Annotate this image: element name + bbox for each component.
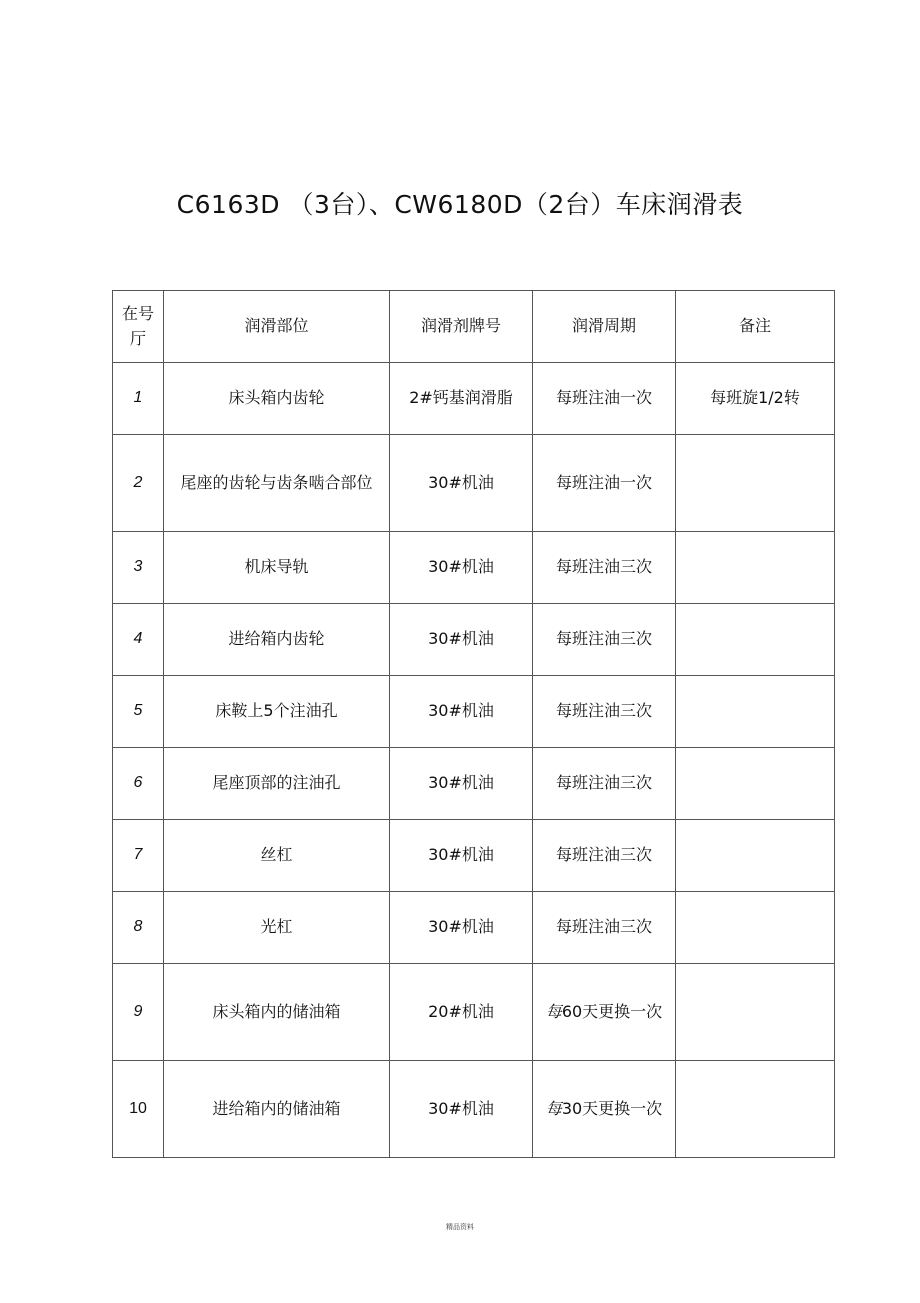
row-number: 4 — [113, 604, 164, 676]
lubricant-grade: 30#机油 — [390, 604, 533, 676]
cycle-text: 每班注油一次 — [555, 388, 652, 408]
table-row — [113, 604, 835, 676]
cycle-text: 每班注油三次 — [555, 917, 652, 937]
lubrication-part: 床头箱内齿轮 — [164, 363, 390, 435]
cycle-text: 60天更换一次 — [561, 1001, 663, 1021]
table-row — [113, 892, 835, 964]
footer-text: 精品资料 — [446, 1223, 474, 1231]
lubrication-table — [112, 290, 835, 1158]
row-number: 10 — [113, 1061, 164, 1158]
lubrication-part: 尾座顶部的注油孔 — [164, 748, 390, 820]
lubrication-part: 光杠 — [164, 892, 390, 964]
row-number: 2 — [113, 435, 164, 532]
header-lubricant: 润滑剂牌号 — [390, 291, 533, 363]
cycle-prefix: 每 — [545, 1001, 562, 1021]
lubrication-part: 床头箱内的储油箱 — [164, 964, 390, 1061]
note — [676, 676, 835, 748]
note — [676, 892, 835, 964]
table-header-row — [113, 291, 835, 363]
cycle-prefix: 每 — [545, 1098, 562, 1118]
note: 每班旋1/2转 — [676, 363, 835, 435]
header-cycle: 润滑周期 — [533, 291, 676, 363]
table-row — [113, 532, 835, 604]
row-number: 6 — [113, 748, 164, 820]
lubrication-cycle — [533, 676, 676, 748]
note — [676, 748, 835, 820]
note — [676, 964, 835, 1061]
note — [676, 1061, 835, 1158]
lubrication-cycle — [533, 363, 676, 435]
lubrication-part: 进给箱内的储油箱 — [164, 1061, 390, 1158]
lubricant-grade: 30#机油 — [390, 892, 533, 964]
lubrication-cycle — [533, 964, 676, 1061]
note — [676, 604, 835, 676]
lubrication-part: 丝杠 — [164, 820, 390, 892]
cycle-text: 每班注油一次 — [555, 472, 652, 492]
lubricant-grade: 30#机油 — [390, 532, 533, 604]
row-number: 3 — [113, 532, 164, 604]
cycle-text: 每班注油三次 — [555, 701, 652, 721]
cycle-text: 每班注油三次 — [555, 629, 652, 649]
table-row — [113, 820, 835, 892]
cycle-text: 每班注油三次 — [555, 773, 652, 793]
lubrication-cycle — [533, 604, 676, 676]
table-row — [113, 1061, 835, 1158]
lubrication-part: 床鞍上5个注油孔 — [164, 676, 390, 748]
note — [676, 435, 835, 532]
table-row — [113, 435, 835, 532]
header-index: 在号 厅 — [113, 291, 164, 363]
lubrication-cycle — [533, 820, 676, 892]
cycle-text: 每班注油三次 — [555, 557, 652, 577]
table-row — [113, 676, 835, 748]
lubrication-part: 尾座的齿轮与齿条啮合部位 — [164, 435, 390, 532]
row-number: 5 — [113, 676, 164, 748]
table-row — [113, 964, 835, 1061]
document-title: C6163D （3台）、CW6180D（2台）车床润滑表 — [176, 190, 744, 219]
row-number: 8 — [113, 892, 164, 964]
note — [676, 532, 835, 604]
lubrication-part: 机床导轨 — [164, 532, 390, 604]
row-number: 7 — [113, 820, 164, 892]
row-number: 9 — [113, 964, 164, 1061]
table-row — [113, 748, 835, 820]
note — [676, 820, 835, 892]
lubrication-cycle — [533, 892, 676, 964]
lubrication-cycle — [533, 435, 676, 532]
lubricant-grade: 30#机油 — [390, 748, 533, 820]
lubricant-grade: 30#机油 — [390, 435, 533, 532]
header-part: 润滑部位 — [164, 291, 390, 363]
lubricant-grade: 20#机油 — [390, 964, 533, 1061]
cycle-text: 30天更换一次 — [561, 1098, 663, 1118]
lubricant-grade: 30#机油 — [390, 1061, 533, 1158]
lubricant-grade: 30#机油 — [390, 676, 533, 748]
row-number: 1 — [113, 363, 164, 435]
lubrication-cycle — [533, 532, 676, 604]
cycle-text: 每班注油三次 — [555, 845, 652, 865]
lubricant-grade: 30#机油 — [390, 820, 533, 892]
lubricant-grade: 2#钙基润滑脂 — [390, 363, 533, 435]
lubrication-cycle — [533, 748, 676, 820]
header-note: 备注 — [676, 291, 835, 363]
table-row — [113, 363, 835, 435]
lubrication-part: 进给箱内齿轮 — [164, 604, 390, 676]
lubrication-cycle — [533, 1061, 676, 1158]
